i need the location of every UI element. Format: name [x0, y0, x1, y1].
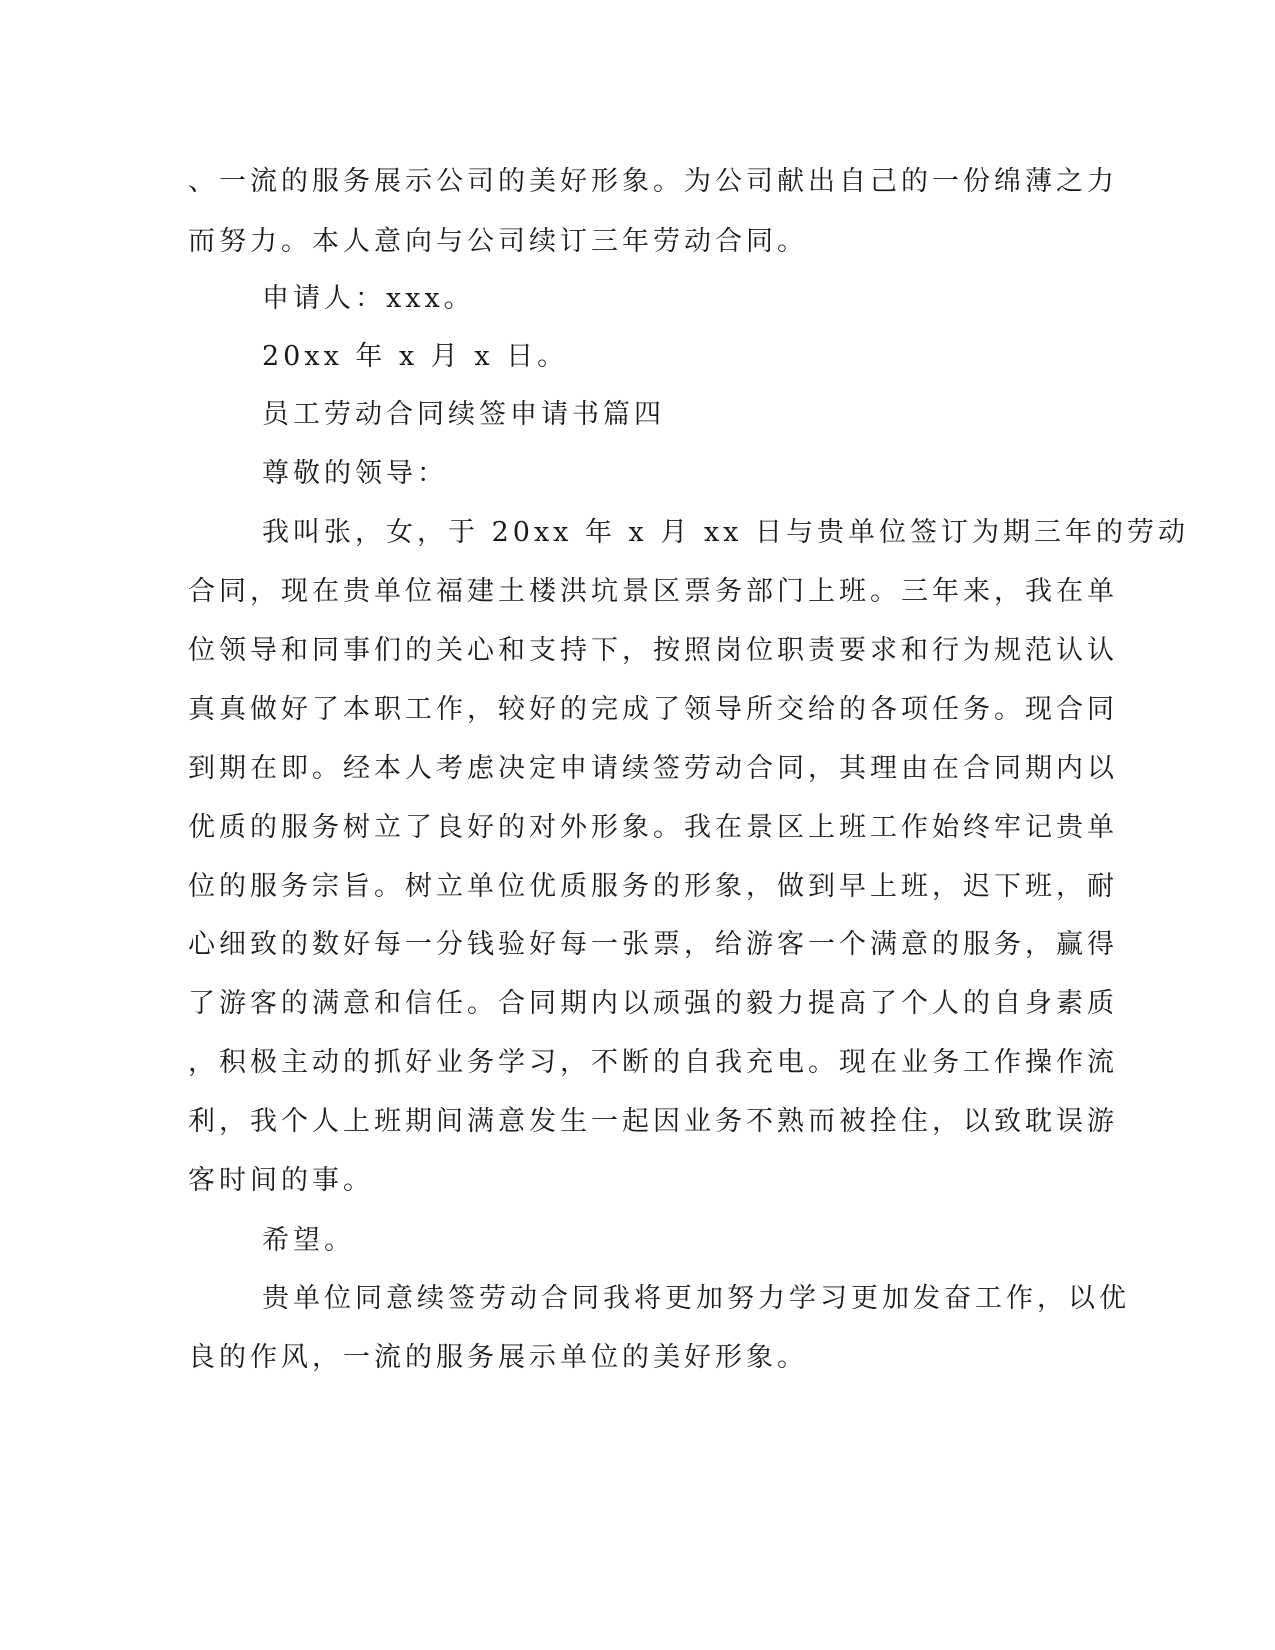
applicant-line: 申请人：xxx。	[262, 283, 475, 314]
date-line: 20xx 年 x 月 x 日。	[262, 341, 569, 372]
text-line: 位领导和同事们的关心和支持下，按照岗位职责要求和行为规范认认	[188, 635, 1118, 666]
text-line: 真真做好了本职工作，较好的完成了领导所交给的各项任务。现合同	[188, 694, 1118, 725]
text-line: 到期在即。经本人考虑决定申请续签劳动合同，其理由在合同期内以	[188, 753, 1118, 784]
text-line: 我叫张，女，于 20xx 年 x 月 xx 日与贵单位签订为期三年的劳动	[262, 517, 1189, 548]
text-line: 优质的服务树立了良好的对外形象。我在景区上班工作始终牢记贵单	[188, 812, 1118, 843]
text-line: 而努力。本人意向与公司续订三年劳动合同。	[188, 226, 808, 257]
text-line: 良的作风，一流的服务展示单位的美好形象。	[188, 1342, 808, 1373]
text-line: 位的服务宗旨。树立单位优质服务的形象，做到早上班，迟下班，耐	[188, 871, 1118, 902]
text-line: 合同，现在贵单位福建土楼洪坑景区票务部门上班。三年来，我在单	[188, 576, 1118, 607]
text-line: 、一流的服务展示公司的美好形象。为公司献出自己的一份绵薄之力	[188, 166, 1118, 197]
salutation: 尊敬的领导：	[262, 458, 448, 489]
text-line: 贵单位同意续签劳动合同我将更加努力学习更加发奋工作，以优	[262, 1283, 1130, 1314]
text-line: 希望。	[262, 1225, 355, 1256]
section-title: 员工劳动合同续签申请书篇四	[262, 399, 665, 430]
text-line: 了游客的满意和信任。合同期内以顽强的毅力提高了个人的自身素质	[188, 988, 1118, 1019]
text-line: 利，我个人上班期间满意发生一起因业务不熟而被拴住，以致耽误游	[188, 1106, 1118, 1137]
text-line: ，积极主动的抓好业务学习，不断的自我充电。现在业务工作操作流	[188, 1047, 1118, 1078]
text-line: 心细致的数好每一分钱验好每一张票，给游客一个满意的服务，赢得	[188, 929, 1118, 960]
text-line: 客时间的事。	[188, 1165, 374, 1196]
